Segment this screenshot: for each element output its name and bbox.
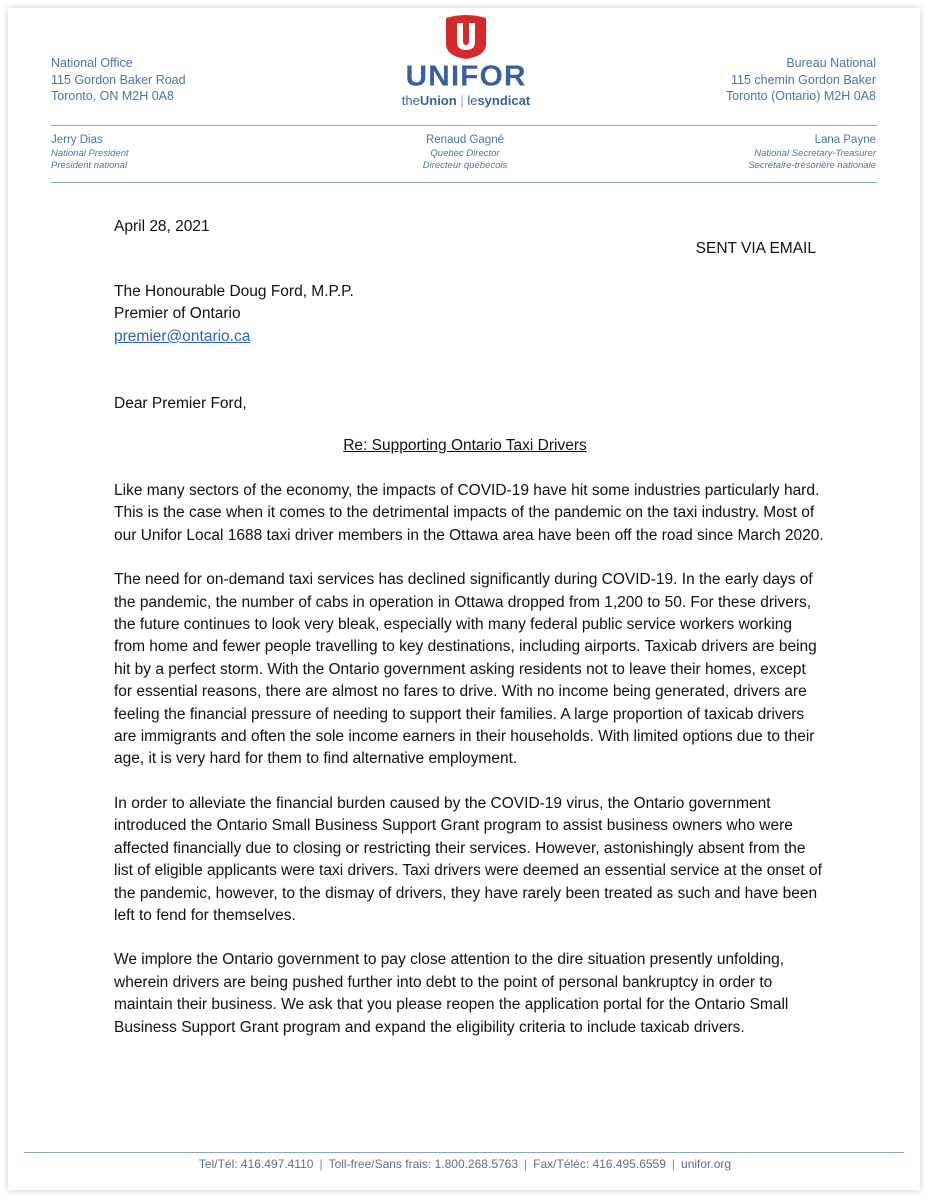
officer-title-en: National President xyxy=(51,147,129,159)
recipient-email-link[interactable]: premier@ontario.ca xyxy=(114,327,251,345)
officer-name: Renaud Gagné xyxy=(425,134,504,146)
officer-quebec-director xyxy=(365,134,565,173)
recipient-block xyxy=(114,281,354,348)
delivery-method: SENT VIA EMAIL xyxy=(695,240,816,257)
officer-name: Jerry Dias xyxy=(51,134,103,146)
national-office-address xyxy=(51,55,186,105)
officers-divider xyxy=(51,182,877,183)
logo-wordmark: UNIFOR xyxy=(405,60,527,93)
header-divider xyxy=(51,125,877,126)
recipient-name: The Honourable Doug Ford, M.P.P. xyxy=(114,283,354,300)
unifor-logo xyxy=(386,14,546,109)
tagline-separator: | xyxy=(460,93,464,108)
officer-title-fr: Président national xyxy=(51,160,128,171)
bureau-street: 115 chemin Gordon Baker xyxy=(731,72,876,87)
officer-title-en: Quebec Director xyxy=(430,147,500,159)
footer-website-link[interactable]: unifor.org xyxy=(681,1157,732,1171)
paragraph: We implore the Ontario government to pay close attention to the dire situation presently unfolding, wherein drivers are being pushed further into debt to the point of personal bankruptcy in order to maintain their business. We ask that you please reopen the application portal for the Ontario Small Business Support Grant program and expand the eligibility criteria to include taxicab drivers. xyxy=(114,951,789,1036)
logo-tagline xyxy=(386,93,546,109)
footer-separator: | xyxy=(671,1157,676,1171)
footer-separator: | xyxy=(319,1157,323,1171)
footer-divider xyxy=(24,1152,904,1153)
unifor-shield-icon xyxy=(440,14,492,60)
paragraph: Like many sectors of the economy, the impacts of COVID-19 have hit some industries particularly hard. This is the case when it comes to the detrimental impacts of the pandemic on the taxi industry. Most of our Unifor Local 1688 taxi driver members in the Ottawa area have been off the road since March 2020. xyxy=(114,482,824,544)
tagline-le: le xyxy=(467,93,478,108)
footer-fax: Fax/Téléc: 416.495.6559 xyxy=(533,1157,666,1171)
office-street: 115 Gordon Baker Road xyxy=(51,72,186,87)
subject-line: Re: Supporting Ontario Taxi Drivers xyxy=(343,437,587,454)
paragraph: In order to alleviate the financial burden caused by the COVID-19 virus, the Ontario government introduced the Ontario Small Business Support Grant program to assist business owners who were affected financially due to closing or restricting their services. However, astonishingly absent from the list of eligible applicants were taxi drivers. Taxi drivers were deemed an essential service at the onset of the pandemic, however, to the dismay of drivers, they have rarely been treated as such and have been left to fend for themselves. xyxy=(114,794,822,924)
office-city: Toronto, ON M2H 0A8 xyxy=(51,89,174,103)
footer-separator: | xyxy=(524,1157,528,1171)
footer-tollfree: Toll-free/Sans frais: 1.800.268.5763 xyxy=(328,1157,519,1171)
salutation: Dear Premier Ford, xyxy=(114,395,247,412)
letter-body xyxy=(114,480,826,1061)
paragraph: The need for on-demand taxi services has declined significantly during COVID-19. In the early days of the pandemic, the number of cabs in operation in Ottawa dropped from 1,200 to 50. For these drivers, the future continues to look very bleak, especially with many federal public service workers working from home and fewer people travelling to key destinations, including airports. Taxicab drivers are being hit by a perfect storm. With the Ontario government asking residents not to leave their homes, except for essential reasons, there are almost no fares to drive. With no income being generated, drivers are feeling the financial pressure of needing to support their families. A large proportion of taxicab drivers are immigrants and often the sole income earners in their households. With limited options due to their age, it is very hard for them to find alternative employment. xyxy=(114,571,817,768)
bureau-city: Toronto (Ontario) M2H 0A8 xyxy=(725,89,876,103)
bureau-label: Bureau National xyxy=(786,56,876,70)
officer-secretary-treasurer xyxy=(748,134,876,173)
officer-name: Lana Payne xyxy=(814,134,876,146)
officer-title-fr: Directeur québécois xyxy=(422,160,508,171)
tagline-union: Union xyxy=(419,93,457,108)
officer-title-en: National Secretary-Treasurer xyxy=(754,147,876,159)
officer-president xyxy=(51,134,129,173)
officer-title-fr: Secrétaire-trésorière nationale xyxy=(748,160,876,171)
tagline-syndicat: syndicat xyxy=(477,93,531,108)
tagline-the: the xyxy=(401,93,420,108)
letter-date: April 28, 2021 xyxy=(114,218,210,235)
recipient-title: Premier of Ontario xyxy=(114,305,241,323)
footer-tel: Tel/Tél: 416.497.4110 xyxy=(198,1157,314,1171)
footer-contacts xyxy=(0,1156,930,1172)
office-label: National Office xyxy=(51,56,133,70)
bureau-national-address xyxy=(726,55,876,105)
